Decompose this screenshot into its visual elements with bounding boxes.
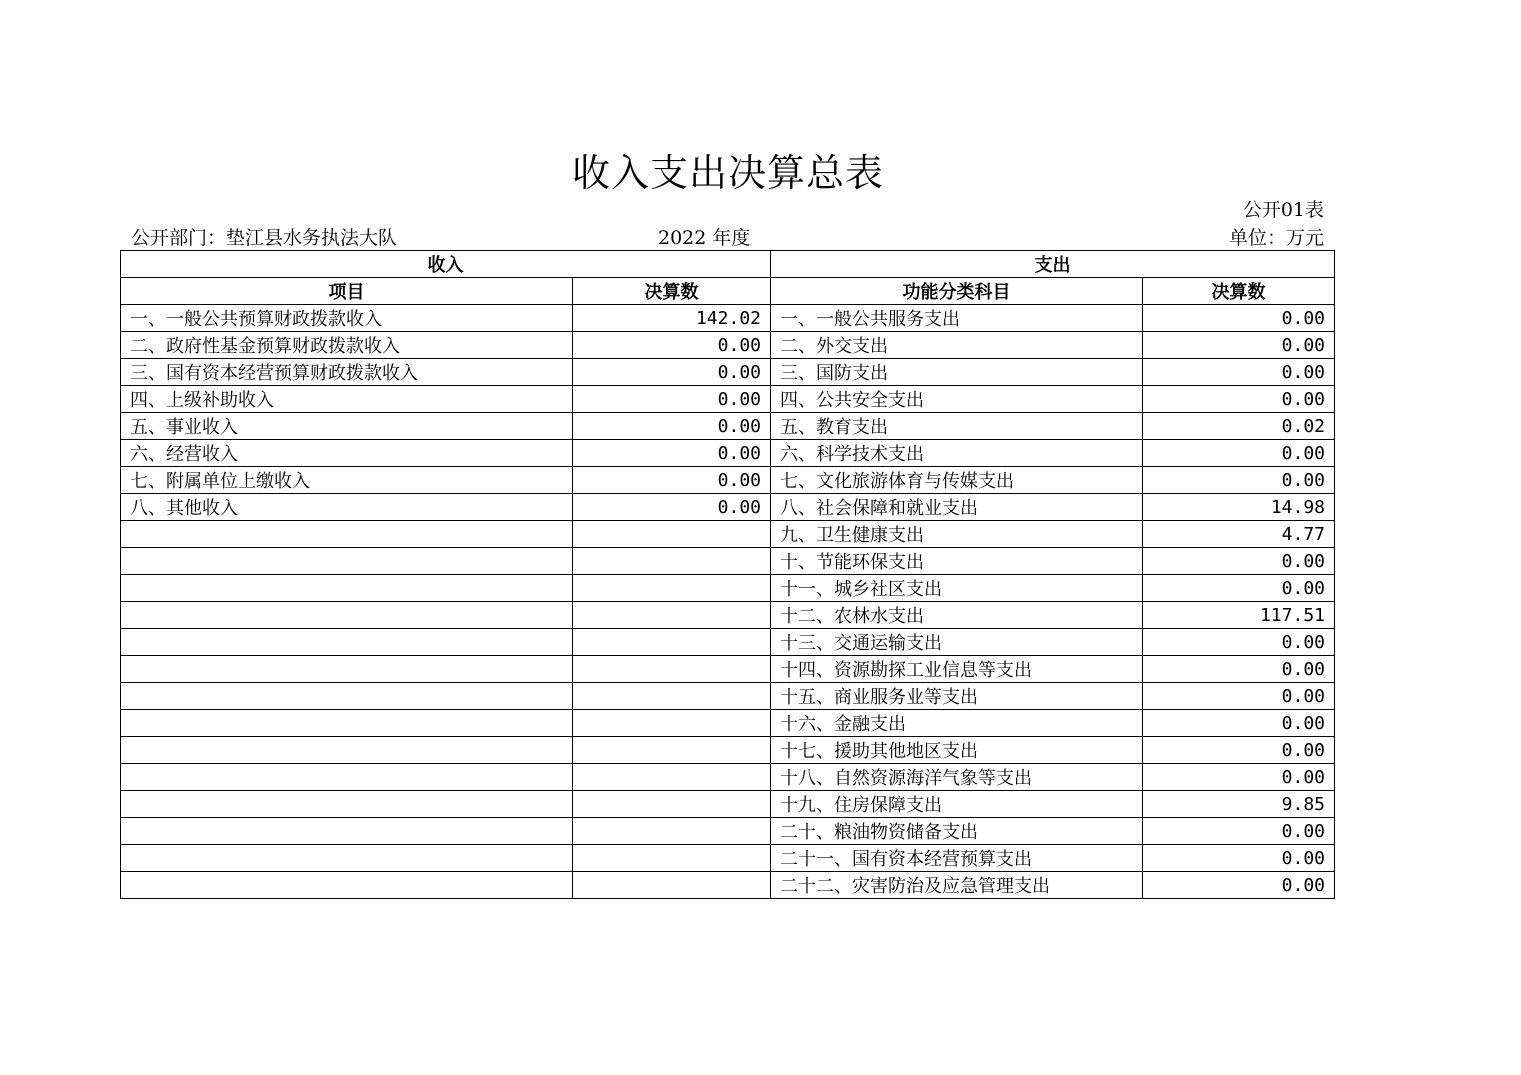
income-amount-cell [573,575,771,602]
expense-item-cell: 十二、农林水支出 [771,602,1143,629]
income-item-cell [121,737,573,764]
income-item-cell [121,575,573,602]
expense-amount-header: 决算数 [1143,278,1335,305]
table-body [121,305,1335,899]
expense-amount-cell: 9.85 [1143,791,1335,818]
income-amount-cell [573,710,771,737]
table-row [121,359,1335,386]
table-row [121,872,1335,899]
table-row [121,413,1335,440]
expense-amount-cell: 0.00 [1143,332,1335,359]
department-label: 公开部门：垫江县水务执法大队 [131,227,398,249]
expense-group-header: 支出 [771,251,1335,278]
document-meta [131,223,1324,249]
income-amount-cell: 0.00 [573,494,771,521]
table-row [121,386,1335,413]
income-amount-cell [573,602,771,629]
income-item-cell: 二、政府性基金预算财政拨款收入 [121,332,573,359]
expense-amount-cell: 14.98 [1143,494,1335,521]
expense-item-cell: 十九、住房保障支出 [771,791,1143,818]
expense-item-header: 功能分类科目 [771,278,1143,305]
table-row [121,521,1335,548]
expense-item-cell: 一、一般公共服务支出 [771,305,1143,332]
expense-amount-cell: 0.00 [1143,467,1335,494]
column-header-row [121,278,1335,305]
income-amount-cell [573,872,771,899]
income-amount-cell [573,791,771,818]
income-item-cell: 八、其他收入 [121,494,573,521]
income-amount-cell: 0.00 [573,332,771,359]
income-item-cell [121,710,573,737]
income-item-cell: 五、事业收入 [121,413,573,440]
table-row [121,845,1335,872]
income-amount-cell [573,629,771,656]
income-item-cell: 四、上级补助收入 [121,386,573,413]
expense-amount-cell: 4.77 [1143,521,1335,548]
table-row [121,305,1335,332]
expense-amount-cell: 0.00 [1143,656,1335,683]
expense-amount-cell: 0.00 [1143,629,1335,656]
income-amount-cell: 0.00 [573,386,771,413]
fiscal-year: 2022 年度 [658,227,751,249]
income-amount-cell: 0.00 [573,467,771,494]
income-amount-cell [573,737,771,764]
expense-amount-cell: 0.00 [1143,440,1335,467]
expense-item-cell: 十、节能环保支出 [771,548,1143,575]
table-row [121,737,1335,764]
income-item-cell [121,764,573,791]
income-item-cell: 三、国有资本经营预算财政拨款收入 [121,359,573,386]
table-row [121,764,1335,791]
income-item-cell [121,872,573,899]
income-amount-cell: 142.02 [573,305,771,332]
expense-item-cell: 七、文化旅游体育与传媒支出 [771,467,1143,494]
income-item-cell [121,791,573,818]
table-row [121,710,1335,737]
income-amount-cell [573,845,771,872]
expense-amount-cell: 0.00 [1143,764,1335,791]
expense-item-cell: 五、教育支出 [771,413,1143,440]
income-amount-cell: 0.00 [573,413,771,440]
expense-item-cell: 九、卫生健康支出 [771,521,1143,548]
income-item-cell [121,845,573,872]
expense-item-cell: 十一、城乡社区支出 [771,575,1143,602]
expense-item-cell: 二、外交支出 [771,332,1143,359]
expense-amount-cell: 0.00 [1143,548,1335,575]
income-item-cell: 一、一般公共预算财政拨款收入 [121,305,573,332]
income-amount-cell [573,818,771,845]
income-amount-cell [573,656,771,683]
income-amount-header: 决算数 [573,278,771,305]
expense-item-cell: 二十一、国有资本经营预算支出 [771,845,1143,872]
expense-item-cell: 四、公共安全支出 [771,386,1143,413]
table-row [121,440,1335,467]
income-amount-cell [573,521,771,548]
income-amount-cell: 0.00 [573,440,771,467]
income-amount-cell [573,683,771,710]
expense-item-cell: 十八、自然资源海洋气象等支出 [771,764,1143,791]
expense-item-cell: 十六、金融支出 [771,710,1143,737]
income-item-cell [121,656,573,683]
expense-amount-cell: 0.00 [1143,575,1335,602]
income-amount-cell [573,548,771,575]
table-row [121,602,1335,629]
table-row [121,629,1335,656]
table-row [121,791,1335,818]
income-item-cell [121,521,573,548]
table-row [121,575,1335,602]
expense-amount-cell: 0.00 [1143,683,1335,710]
income-amount-cell [573,764,771,791]
expense-amount-cell: 0.00 [1143,386,1335,413]
table-row [121,467,1335,494]
expense-amount-cell: 0.00 [1143,845,1335,872]
expense-amount-cell: 117.51 [1143,602,1335,629]
income-amount-cell: 0.00 [573,359,771,386]
table-row [121,683,1335,710]
expense-amount-cell: 0.00 [1143,305,1335,332]
income-item-cell: 七、附属单位上缴收入 [121,467,573,494]
expense-item-cell: 十三、交通运输支出 [771,629,1143,656]
expense-amount-cell: 0.00 [1143,737,1335,764]
group-header-row [121,251,1335,278]
expense-item-cell: 十四、资源勘探工业信息等支出 [771,656,1143,683]
income-item-cell [121,683,573,710]
table-row [121,818,1335,845]
income-item-cell [121,818,573,845]
income-item-cell [121,602,573,629]
income-item-header: 项目 [121,278,573,305]
page-title: 收入支出决算总表 [571,151,884,195]
income-group-header: 收入 [121,251,771,278]
table-row [121,548,1335,575]
income-expense-table [120,250,1335,899]
expense-item-cell: 六、科学技术支出 [771,440,1143,467]
table-row [121,494,1335,521]
expense-amount-cell: 0.00 [1143,872,1335,899]
expense-amount-cell: 0.00 [1143,818,1335,845]
income-item-cell [121,548,573,575]
expense-item-cell: 二十二、灾害防治及应急管理支出 [771,872,1143,899]
income-item-cell [121,629,573,656]
expense-amount-cell: 0.00 [1143,359,1335,386]
table-row [121,332,1335,359]
unit-label: 单位：万元 [1228,227,1324,249]
expense-amount-cell: 0.00 [1143,710,1335,737]
expense-item-cell: 八、社会保障和就业支出 [771,494,1143,521]
income-item-cell: 六、经营收入 [121,440,573,467]
expense-item-cell: 十七、援助其他地区支出 [771,737,1143,764]
expense-item-cell: 十五、商业服务业等支出 [771,683,1143,710]
expense-item-cell: 三、国防支出 [771,359,1143,386]
form-number: 公开01表 [1242,199,1324,221]
expense-item-cell: 二十、粮油物资储备支出 [771,818,1143,845]
expense-amount-cell: 0.02 [1143,413,1335,440]
table-row [121,656,1335,683]
